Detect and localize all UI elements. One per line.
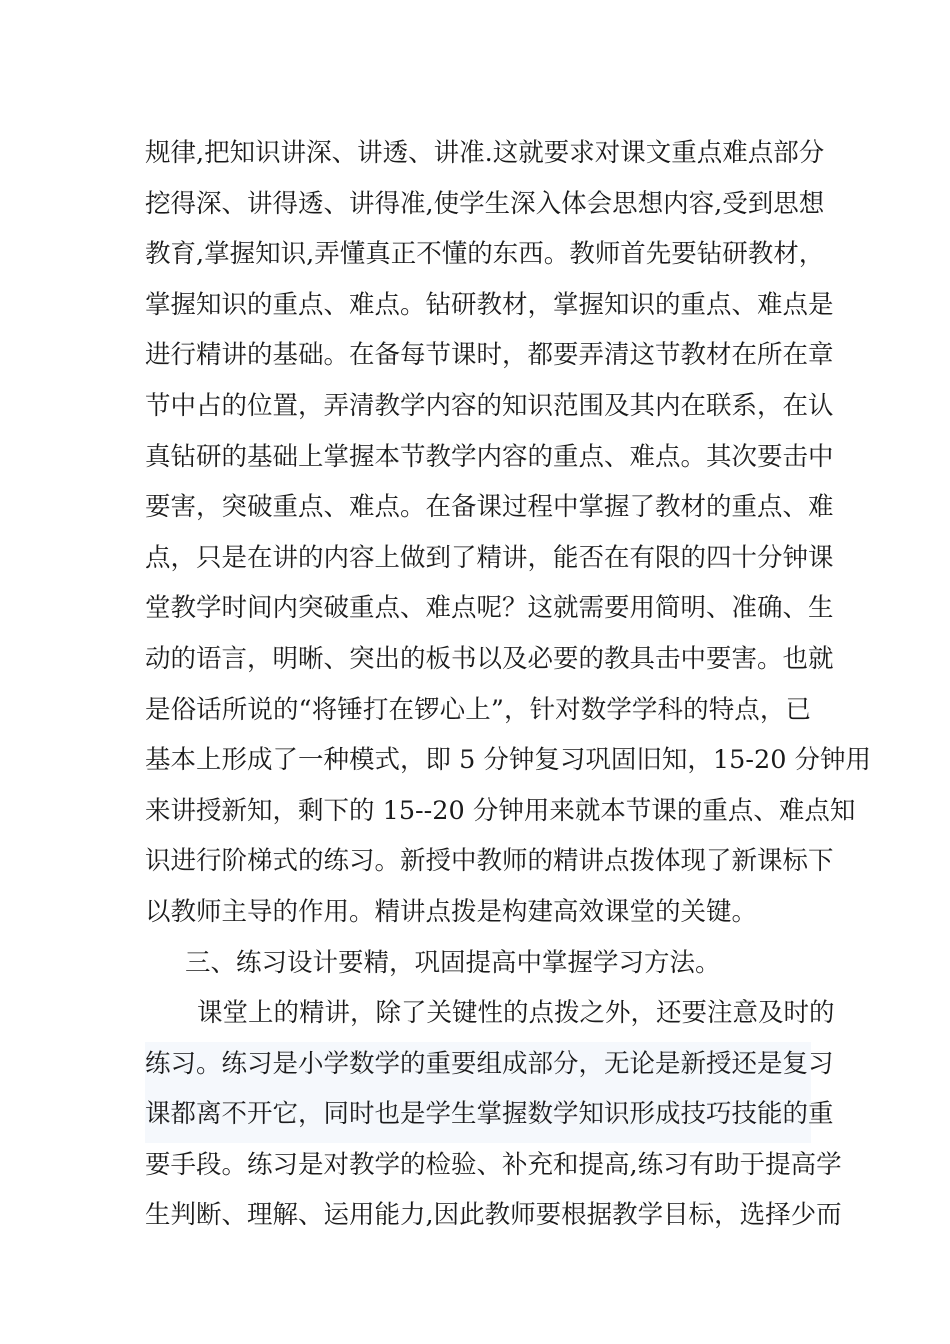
text-line: 规律,把知识讲深、讲透、讲准.这就要求对课文重点难点部分	[145, 138, 825, 168]
text-line: 点，只是在讲的内容上做到了精讲，能否在有限的四十分钟课	[145, 542, 834, 573]
text-line: 基本上形成了一种模式，即 5 分钟复习巩固旧知，15-20 分钟用	[145, 745, 872, 776]
text-line: 进行精讲的基础。在备每节课时，都要弄清这节教材在所在章	[145, 340, 834, 371]
body-text	[145, 131, 872, 1244]
text-line: 生判断、理解、运用能力,因此教师要根据教学目标，选择少而	[145, 1200, 842, 1231]
text-line: 教育,掌握知识,弄懂真正不懂的东西。教师首先要钻研教材，	[145, 239, 825, 270]
text-line: 节中占的位置，弄清教学内容的知识范围及其内在联系，在认	[145, 390, 834, 421]
text-line: 堂教学时间内突破重点、难点呢？这就需要用简明、准确、生	[145, 593, 834, 624]
text-line: 动的语言，明晰、突出的板书以及必要的教具击中要害。也就	[145, 643, 834, 674]
text-line: 掌握知识的重点、难点。钻研教材，掌握知识的重点、难点是	[145, 289, 834, 320]
text-line: 要手段。练习是对教学的检验、补充和提高,练习有助于提高学	[145, 1149, 842, 1180]
paragraph-end-line: 以教师主导的作用。精讲点拨是构建高效课堂的关键。	[145, 896, 758, 927]
text-line: 识进行阶梯式的练习。新授中教师的精讲点拨体现了新课标下	[145, 846, 834, 877]
text-line: 挖得深、讲得透、讲得准,使学生深入体会思想内容,受到思想	[145, 188, 825, 219]
text-line: 要害，突破重点、难点。在备课过程中掌握了教材的重点、难	[145, 492, 834, 523]
text-line: 真钻研的基础上掌握本节教学内容的重点、难点。其次要击中	[145, 441, 834, 472]
text-line: 课都离不开它，同时也是学生掌握数学知识形成技巧技能的重	[145, 1092, 811, 1143]
section-heading: 三、练习设计要精，巩固提高中掌握学习方法。	[185, 947, 721, 978]
text-line: 是俗话所说的“将锤打在锣心上”，针对数学学科的特点，已	[145, 694, 811, 725]
text-line: 来讲授新知，剩下的 15--20 分钟用来就本节课的重点、难点知	[145, 795, 856, 826]
text-line: 练习。练习是小学数学的重要组成部分，无论是新授还是复习	[145, 1042, 811, 1093]
paragraph-first-line: 课堂上的精讲，除了关键性的点拨之外，还要注意及时的	[197, 998, 835, 1029]
